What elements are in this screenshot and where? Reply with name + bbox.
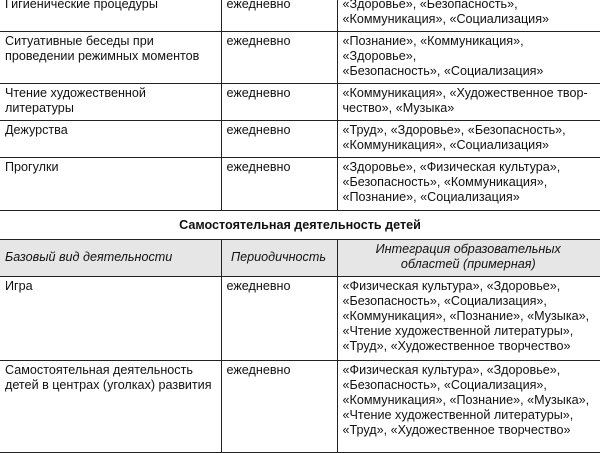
section-row bbox=[0, 211, 600, 240]
period-cell: ежедневно bbox=[221, 361, 337, 453]
areas-line: «Здоровье», «Безопасность», bbox=[342, 0, 518, 11]
areas-line: «Безопасность», «Социализация» bbox=[342, 64, 544, 78]
activity-cell: Чтение художественной литературы bbox=[0, 84, 221, 121]
activity-cell: Самостоятельная деятельность детей в центрах (уголках) развития bbox=[0, 361, 221, 453]
areas-line: «Безопасность», «Коммуникация», bbox=[342, 175, 548, 189]
table-row bbox=[0, 84, 600, 121]
period-cell: ежедневно bbox=[221, 158, 337, 211]
areas-line: «Познание», «Социализация» bbox=[342, 190, 520, 204]
areas-line: «Здоровье», «Физическая культура», bbox=[342, 160, 561, 174]
header-areas-line: Интеграция образовательных bbox=[375, 242, 561, 256]
areas-line: «Коммуникация», «Познание», «Музыка», bbox=[342, 393, 590, 407]
activity-cell: Гигиенические процедуры bbox=[0, 0, 221, 32]
areas-line: «Чтение художественной литературы», bbox=[342, 408, 574, 422]
areas-cell bbox=[337, 158, 600, 211]
period-cell: ежедневно bbox=[221, 32, 337, 84]
table-row bbox=[0, 0, 600, 32]
areas-cell bbox=[337, 121, 600, 158]
table-row bbox=[0, 121, 600, 158]
table-row bbox=[0, 158, 600, 211]
header-row bbox=[0, 240, 600, 277]
table-row bbox=[0, 277, 600, 361]
period-cell: ежедневно bbox=[221, 0, 337, 32]
areas-cell bbox=[337, 277, 600, 361]
areas-line: «Труд», «Здоровье», «Безопасность», bbox=[342, 123, 566, 137]
activity-cell: Ситуативные беседы при проведении режимных моментов bbox=[0, 32, 221, 84]
areas-cell bbox=[337, 84, 600, 121]
header-activity: Базовый вид деятельности bbox=[0, 240, 221, 277]
header-period: Периодичность bbox=[221, 240, 337, 277]
areas-line: «Безопасность», «Социализация», bbox=[342, 378, 547, 392]
areas-line: «Коммуникация», «Социализация» bbox=[342, 138, 550, 152]
table-row bbox=[0, 32, 600, 84]
period-cell: ежедневно bbox=[221, 84, 337, 121]
areas-line: «Чтение художественной литературы», bbox=[342, 324, 574, 338]
activity-cell: Дежурства bbox=[0, 121, 221, 158]
areas-line: «Физическая культура», «Здоровье», bbox=[342, 279, 561, 293]
areas-cell bbox=[337, 361, 600, 453]
section-title: Самостоятельная деятельность детей bbox=[0, 211, 600, 240]
areas-line: «Труд», «Художественное творчество» bbox=[342, 423, 571, 437]
header-areas-line: областей (примерная) bbox=[400, 257, 536, 271]
areas-line: «Безопасность», «Социализация», bbox=[342, 294, 547, 308]
activity-cell: Игра bbox=[0, 277, 221, 361]
areas-cell bbox=[337, 0, 600, 32]
period-cell: ежедневно bbox=[221, 277, 337, 361]
areas-line: «Коммуникация», «Художественное твор- bbox=[342, 86, 588, 100]
areas-line: «Познание», «Коммуникация», «Здоровье», bbox=[342, 34, 524, 63]
header-areas bbox=[337, 240, 600, 277]
table-row bbox=[0, 361, 600, 453]
areas-line: «Коммуникация», «Познание», «Музыка», bbox=[342, 309, 590, 323]
areas-cell bbox=[337, 32, 600, 84]
areas-line: чество», «Музыка» bbox=[342, 101, 455, 115]
areas-line: «Физическая культура», «Здоровье», bbox=[342, 363, 561, 377]
areas-line: «Коммуникация», «Социализация» bbox=[342, 12, 550, 26]
activity-cell: Прогулки bbox=[0, 158, 221, 211]
areas-line: «Труд», «Художественное творчество» bbox=[342, 339, 571, 353]
period-cell: ежедневно bbox=[221, 121, 337, 158]
